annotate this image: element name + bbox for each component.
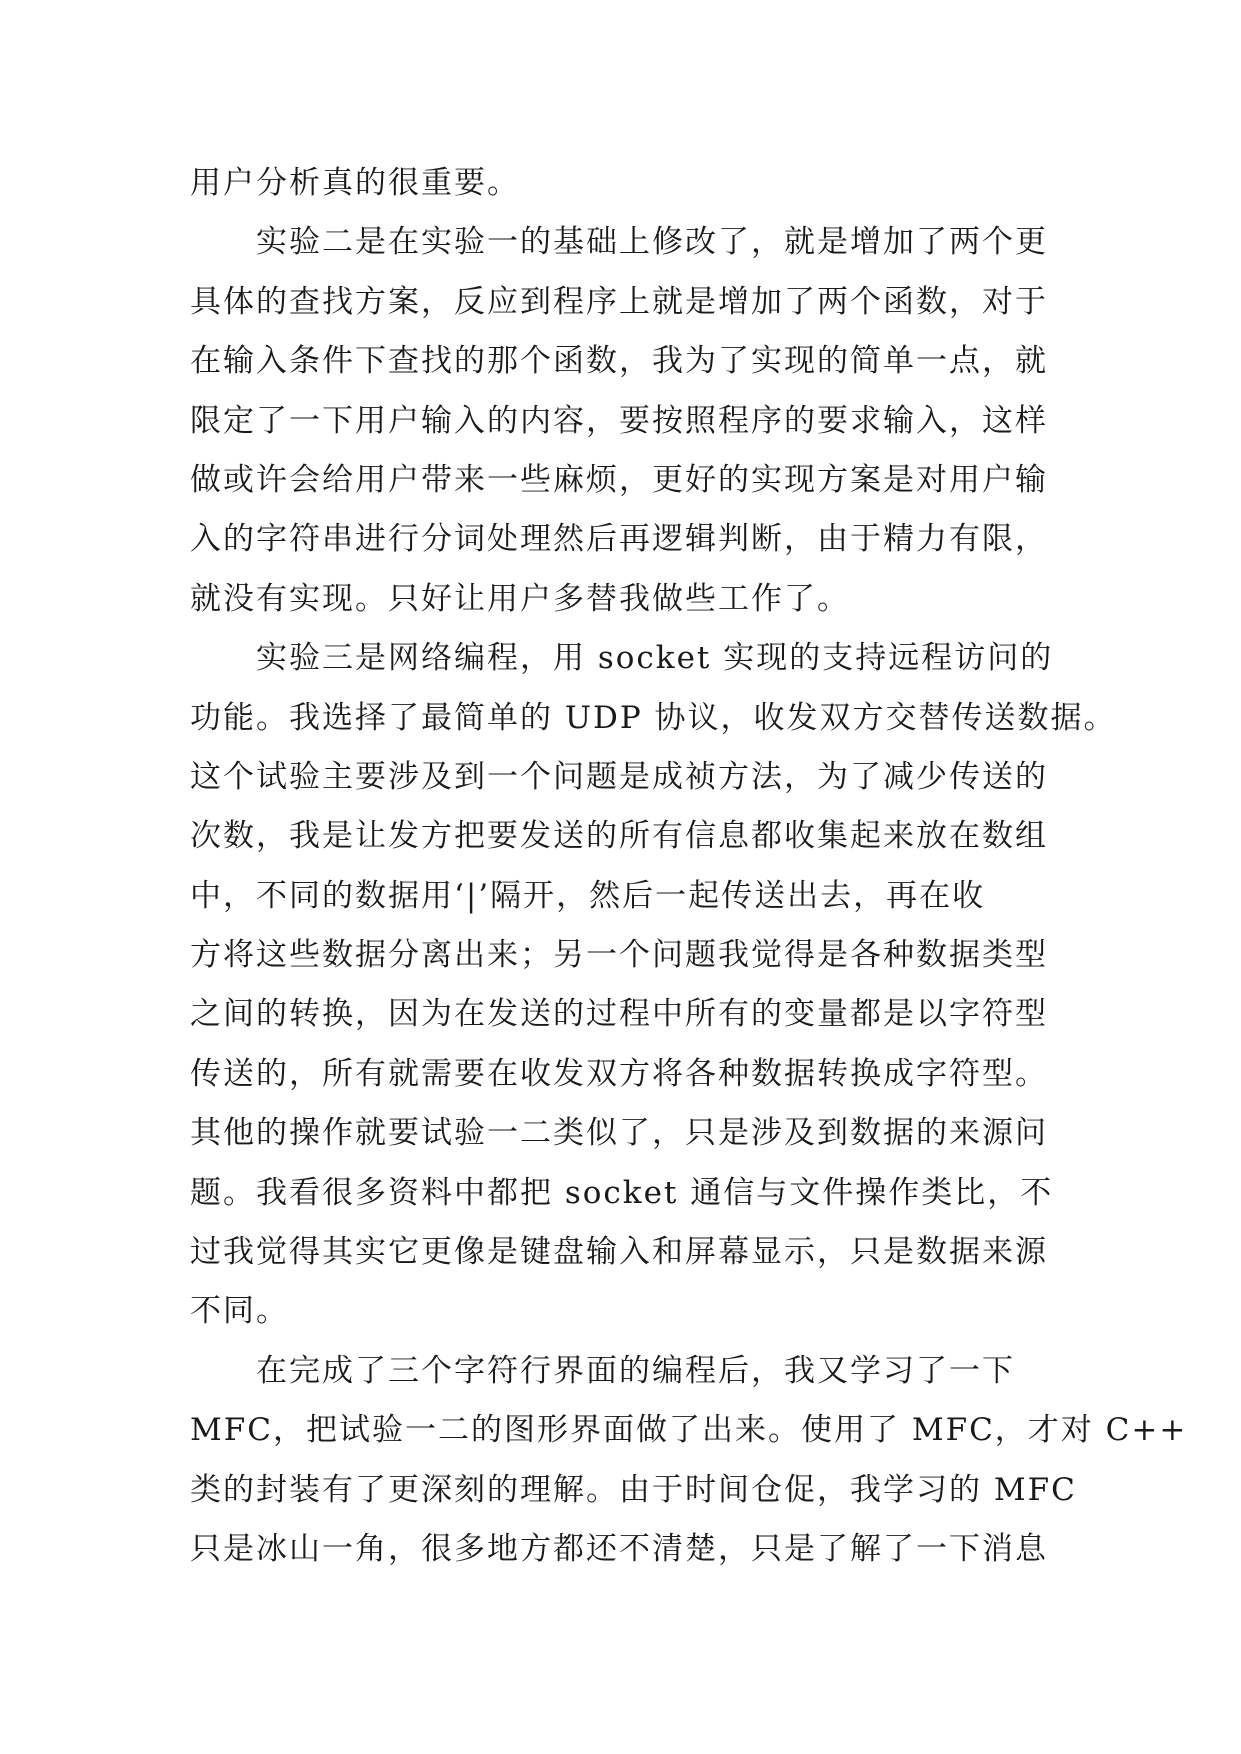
text-line: 在输入条件下查找的那个函数，我为了实现的简单一点，就 bbox=[190, 343, 1048, 380]
text-line: 这个试验主要涉及到一个问题是成祯方法，为了减少传送的 bbox=[190, 758, 1048, 795]
text-line: 之间的转换，因为在发送的过程中所有的变量都是以字符型 bbox=[190, 996, 1048, 1033]
text-line: 功能。我选择了最简单的 UDP 协议，收发双方交替传送数据。 bbox=[190, 699, 1117, 736]
text-line: 就没有实现。只好让用户多替我做些工作了。 bbox=[190, 580, 850, 617]
text-line: 具体的查找方案，反应到程序上就是增加了两个函数，对于 bbox=[190, 283, 1048, 320]
text-line: 其他的操作就要试验一二类似了，只是涉及到数据的来源问 bbox=[190, 1115, 1048, 1152]
text-line: 实验二是在实验一的基础上修改了，就是增加了两个更 bbox=[256, 224, 1048, 261]
text-line: 过我觉得其实它更像是键盘输入和屏幕显示，只是数据来源 bbox=[190, 1234, 1048, 1271]
text-line: 类的封装有了更深刻的理解。由于时间仓促，我学习的 MFC bbox=[190, 1471, 1077, 1508]
text-line: 次数，我是让发方把要发送的所有信息都收集起来放在数组 bbox=[190, 818, 1048, 855]
text-line: MFC，把试验一二的图形界面做了出来。使用了 MFC，才对 C++ bbox=[190, 1412, 1188, 1449]
text-line: 做或许会给用户带来一些麻烦，更好的实现方案是对用户输 bbox=[190, 461, 1048, 498]
text-line: 传送的，所有就需要在收发双方将各种数据转换成字符型。 bbox=[190, 1055, 1048, 1092]
body-text bbox=[190, 154, 1188, 1579]
text-line: 入的字符串进行分词处理然后再逻辑判断，由于精力有限， bbox=[190, 521, 1048, 558]
text-line: 实验三是网络编程，用 socket 实现的支持远程访问的 bbox=[256, 640, 1054, 677]
text-line: 只是冰山一角，很多地方都还不清楚，只是了解了一下消息 bbox=[190, 1530, 1048, 1567]
text-line: 题。我看很多资料中都把 socket 通信与文件操作类比，不 bbox=[190, 1174, 1054, 1211]
text-line: 在完成了三个字符行界面的编程后，我又学习了一下 bbox=[256, 1352, 1015, 1389]
text-line: 中，不同的数据用‘|’隔开，然后一起传送出去，再在收 bbox=[190, 877, 986, 914]
text-line: 方将这些数据分离出来；另一个问题我觉得是各种数据类型 bbox=[190, 937, 1048, 974]
text-line: 不同。 bbox=[190, 1293, 289, 1330]
text-line: 限定了一下用户输入的内容，要按照程序的要求输入，这样 bbox=[190, 402, 1048, 439]
text-line: 用户分析真的很重要。 bbox=[190, 165, 520, 201]
